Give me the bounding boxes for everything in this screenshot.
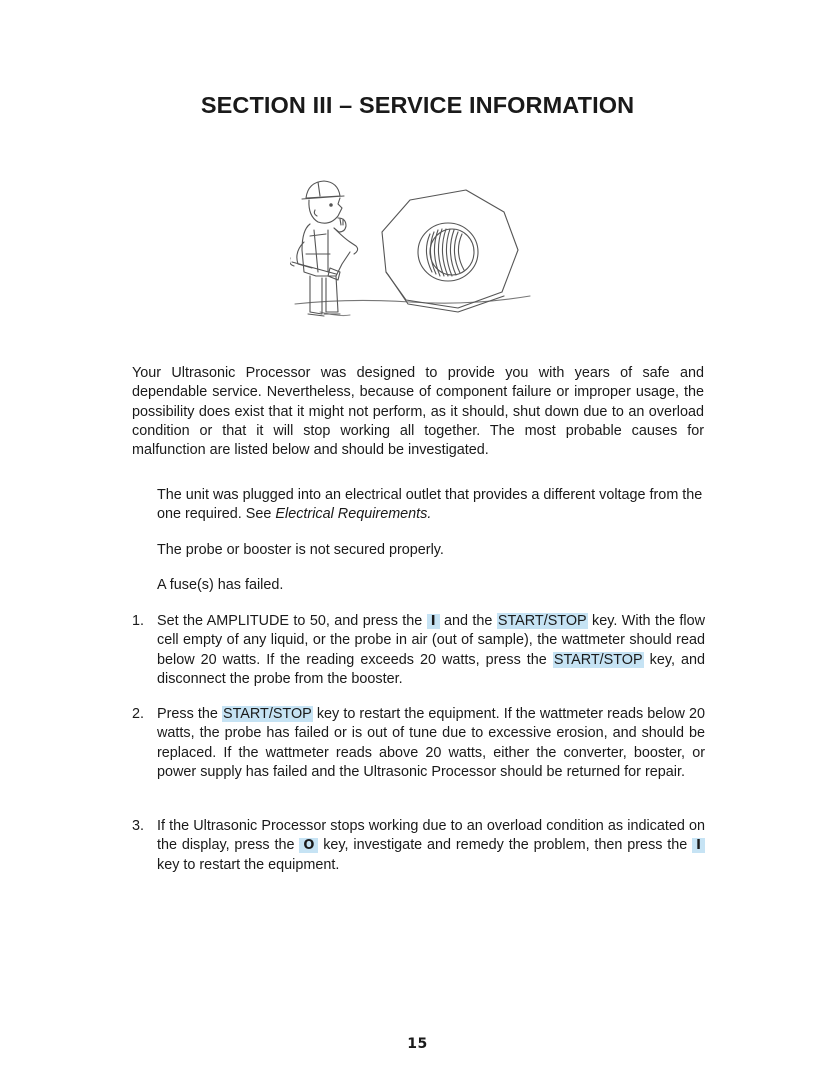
- step-3-part: key, investigate and remedy the problem, then press the: [318, 837, 693, 854]
- step-3-part: If the Ultrasonic Processor stops working due to an overload condition as indicated on the display, press the: [157, 818, 705, 854]
- step-2-part: key to restart the equipment. If the wattmeter reads below 20 watts, the probe has failed or is out of tune due to excessive erosion, and should be replaced. If the wattmeter reads above 20 watts, either the converter, booster, or power supply has failed and the Ultrasonic Processor should be returned for repair.: [157, 706, 705, 780]
- i-key-label: I: [427, 614, 440, 629]
- step-1: [132, 612, 705, 689]
- page-number: 15: [407, 1036, 428, 1052]
- start-stop-key-label: START/STOP: [222, 706, 312, 722]
- step-1-text: [157, 612, 705, 689]
- cause-fuse: A fuse(s) has failed.: [157, 577, 284, 593]
- start-stop-key-label: START/STOP: [497, 613, 587, 629]
- i-key-label: I: [692, 838, 705, 853]
- o-key-label: O: [299, 838, 318, 853]
- step-3-part: key to restart the equipment.: [157, 856, 340, 873]
- electrical-requirements-ref: Electrical Requirements.: [275, 506, 432, 523]
- cause-voltage: [157, 486, 705, 525]
- step-3-number: 3.: [132, 818, 145, 834]
- page-title: SECTION III – SERVICE INFORMATION: [200, 92, 635, 118]
- start-stop-key-label: START/STOP: [553, 651, 643, 668]
- cause-probe: The probe or booster is not secured properly.: [157, 542, 444, 558]
- step-1-part: key, and disconnect the probe from the booster.: [157, 651, 705, 687]
- step-1-part: and the: [439, 613, 497, 629]
- step-1-part: Set the AMPLITUDE to 50, and press the: [157, 613, 427, 629]
- step-2-part: Press the: [157, 706, 222, 722]
- worker-and-nut-illustration: [290, 172, 540, 332]
- step-1-part: key. With the flow cell empty of any liquid, or the probe in air (out of sample), the wattmeter should read below 20 watts. If the reading exceeds 20 watts, press the: [157, 613, 705, 668]
- step-2-text: [157, 705, 705, 782]
- step-2-number: 2.: [132, 706, 145, 722]
- step-2: [132, 705, 705, 782]
- intro-paragraph: Your Ultrasonic Processor was designed to provide you with years of safe and dependable service. Nevertheless, because of component failure or improper usage, the possibility does exist that it might not perform, as it should, shut down due to an overload condition or that it will stop working all together. The most probable causes for malfunction are listed below and should be investigated.: [132, 365, 704, 459]
- step-3: [132, 817, 705, 875]
- step-3-text: [157, 817, 705, 875]
- cause-voltage-text: The unit was plugged into an electrical outlet that provides a different voltage from the one required. See: [157, 487, 703, 523]
- step-1-number: 1.: [132, 613, 145, 629]
